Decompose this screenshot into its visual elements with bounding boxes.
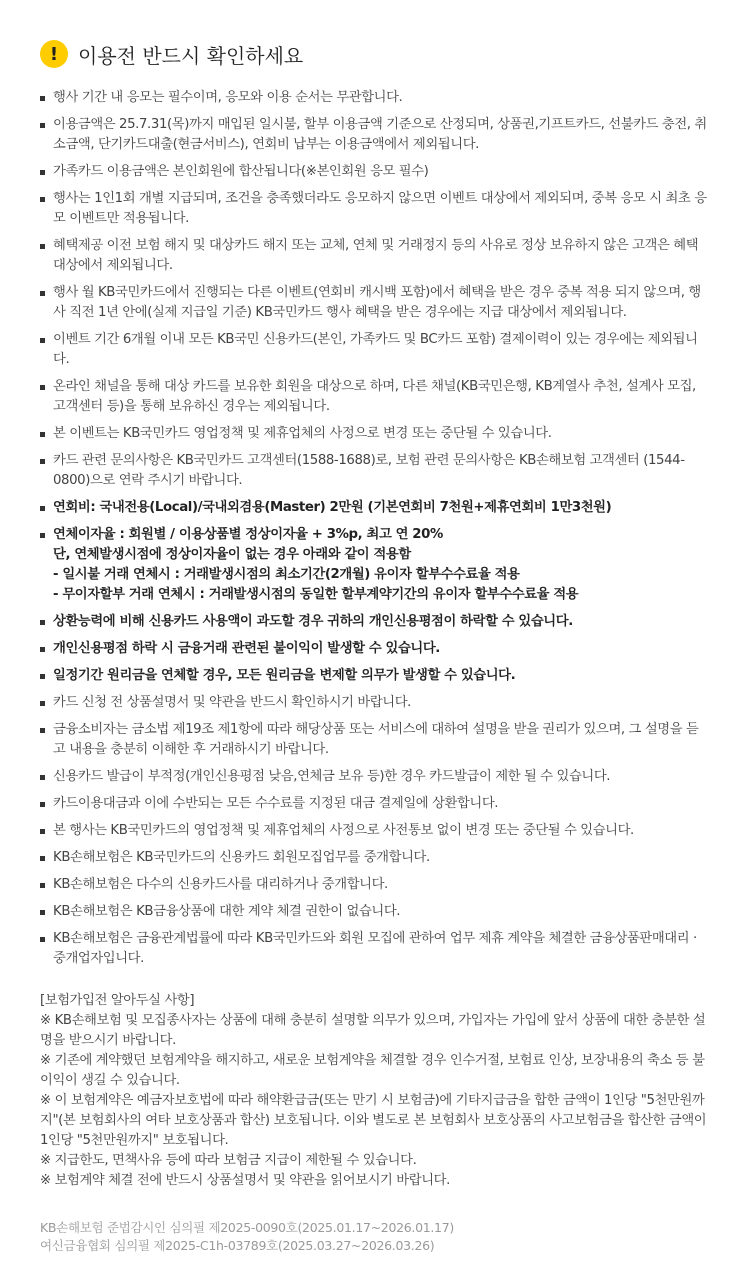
notice-text: 단, 연체발생시점에 정상이자율이 없는 경우 아래와 같이 적용함 — [53, 547, 411, 562]
notice-item — [40, 451, 710, 491]
notice-item — [40, 525, 710, 605]
notice-text: 행사 기간 내 응모는 필수이며, 응모와 이용 순서는 무관합니다. — [53, 90, 403, 105]
notice-item — [40, 821, 710, 841]
insurance-line: ※ 보험계약 체결 전에 반드시 상품설명서 및 약관을 읽어보시기 바랍니다. — [40, 1173, 450, 1188]
notice-item — [40, 612, 710, 632]
notice-text: 이벤트 기간 6개월 이내 모든 KB국민 신용카드(본인, 가족카드 및 BC카드 포함) 결제이력이 있는 경우에는 제외됩니다. — [53, 332, 698, 367]
notice-text: 금융소비자는 금소법 제19조 제1항에 따라 해당상품 또는 서비스에 대하여 설명을 받을 권리가 있으며, 그 설명을 듣고 내용을 충분히 이해한 후 거래하시기 바랍니다. — [53, 722, 699, 757]
notice-header — [40, 36, 710, 72]
notice-text: KB손해보험은 금융관계법률에 따라 KB국민카드와 회원 모집에 관하여 업무 제휴 계약을 체결한 금융상품판매대리 · 중개업자입니다. — [53, 931, 697, 966]
notice-item — [40, 330, 710, 370]
review-number-kb-insurance: KB손해보험 준법감시인 심의필 제2025-0090호(2025.01.17~2026.01.17) — [40, 1220, 454, 1235]
notice-text: KB손해보험은 KB금융상품에 대한 계약 체결 권한이 없습니다. — [53, 904, 401, 919]
notice-item — [40, 666, 710, 686]
notice-item — [40, 902, 710, 922]
notice-item — [40, 115, 710, 155]
notice-text: 카드 관련 문의사항은 KB국민카드 고객센터(1588-1688)로, 보험 관련 문의사항은 KB손해보험 고객센터 (1544-0800)으로 연락 주시기 바랍니다. — [53, 453, 685, 488]
notice-item — [40, 794, 710, 814]
review-number-credit-association: 여신금융협회 심의필 제2025-C1h-03789호(2025.03.27~2026.03.26) — [40, 1238, 435, 1253]
insurance-line: ※ 기존에 계약했던 보험계약을 해지하고, 새로운 보험계약을 체결할 경우 인수거절, 보험료 인상, 보장내용의 축소 등 불이익이 생길 수 있습니다. — [40, 1053, 705, 1088]
notice-item — [40, 189, 710, 229]
notice-item — [40, 720, 710, 760]
notice-text: 이용금액은 25.7.31(목)까지 매입된 일시불, 할부 이용금액 기준으로 산정되며, 상품권,기프트카드, 선불카드 충전, 취소금액, 단기카드대출(현금서비스), 연회비 납부는 이용금액에서 제외됩니다. — [53, 117, 707, 152]
notice-text: - 일시불 거래 연체시 : 거래발생시점의 최소기간(2개월) 유이자 할부수수료율 적용 — [53, 567, 520, 582]
notice-text: 연체이자율 : 회원별 / 이용상품별 정상이자율 + 3%p, 최고 연 20% — [53, 527, 443, 542]
warning-icon: ! — [40, 40, 68, 68]
notice-item — [40, 639, 710, 659]
notice-text: 본 이벤트는 KB국민카드 영업정책 및 제휴업체의 사정으로 변경 또는 중단될 수 있습니다. — [53, 426, 552, 441]
notice-item — [40, 377, 710, 417]
notice-text: 행사 월 KB국민카드에서 진행되는 다른 이벤트(연회비 캐시백 포함)에서 혜택을 받은 경우 중복 적용 되지 않으며, 행사 직전 1년 안에(실제 지급일 기준) KB국민카드 행사 혜택을 받은 경우에는 지급 대상에서 제외됩니다. — [53, 285, 701, 320]
insurance-notice — [40, 991, 710, 1191]
notice-item — [40, 424, 710, 444]
notice-text: - 무이자할부 거래 연체시 : 거래발생시점의 동일한 할부계약기간의 유이자 할부수수료율 적용 — [53, 587, 579, 602]
notice-text: KB손해보험은 KB국민카드의 신용카드 회원모집업무를 중개합니다. — [53, 850, 430, 865]
insurance-heading: [보험가입전 알아두실 사항] — [40, 993, 195, 1008]
notice-text: 행사는 1인1회 개별 지급되며, 조건을 충족했더라도 응모하지 않으면 이벤트 대상에서 제외되며, 중복 응모 시 최초 응모 이벤트만 적용됩니다. — [53, 191, 707, 226]
notice-text: 가족카드 이용금액은 본인회원에 합산됩니다(※본인회원 응모 필수) — [53, 164, 429, 179]
notice-list — [40, 88, 710, 969]
notice-item — [40, 162, 710, 182]
notice-item — [40, 875, 710, 895]
notice-text: 온라인 채널을 통해 대상 카드를 보유한 회원을 대상으로 하며, 다른 채널(KB국민은행, KB계열사 추천, 설계사 모집, 고객센터 등)을 통해 보유하신 경우는 제외됩니다. — [53, 379, 696, 414]
notice-text: 연회비: 국내전용(Local)/국내외겸용(Master) 2만원 (기본연회비 7천원+제휴연회비 1만3천원) — [53, 500, 612, 515]
notice-item — [40, 767, 710, 787]
review-footer — [40, 1219, 710, 1255]
notice-item — [40, 236, 710, 276]
page-title: 이용전 반드시 확인하세요 — [78, 43, 304, 68]
notice-text: 혜택제공 이전 보험 해지 및 대상카드 해지 또는 교체, 연체 및 거래정지 등의 사유로 정상 보유하지 않은 고객은 혜택 대상에서 제외됩니다. — [53, 238, 699, 273]
notice-item — [40, 929, 710, 969]
insurance-line: ※ KB손해보험 및 모집종사자는 상품에 대해 충분히 설명할 의무가 있으며, 가입자는 가입에 앞서 상품에 대한 충분한 설명을 받으시기 바랍니다. — [40, 1013, 706, 1048]
notice-text: 개인신용평점 하락 시 금융거래 관련된 불이익이 발생할 수 있습니다. — [53, 641, 440, 656]
notice-text: 상환능력에 비해 신용카드 사용액이 과도할 경우 귀하의 개인신용평점이 하락할 수 있습니다. — [53, 614, 573, 629]
notice-item — [40, 88, 710, 108]
notice-item — [40, 693, 710, 713]
insurance-line: ※ 지급한도, 면책사유 등에 따라 보험금 지급이 제한될 수 있습니다. — [40, 1153, 417, 1168]
notice-text: KB손해보험은 다수의 신용카드사를 대리하거나 중개합니다. — [53, 877, 388, 892]
notice-text: 카드이용대금과 이에 수반되는 모든 수수료를 지정된 대금 결제일에 상환합니다. — [53, 796, 499, 811]
notice-text: 카드 신청 전 상품설명서 및 약관을 반드시 확인하시기 바랍니다. — [53, 695, 412, 710]
notice-text: 신용카드 발급이 부적정(개인신용평점 낮음,연체금 보유 등)한 경우 카드발급이 제한 될 수 있습니다. — [53, 769, 611, 784]
notice-item — [40, 848, 710, 868]
insurance-line: ※ 이 보험계약은 예금자보호법에 따라 해약환급금(또는 만기 시 보험금)에 기타지급금을 합한 금액이 1인당 "5천만원까지"(본 보험회사의 여타 보호상품과 합산) 보호됩니다. 이와 별도로 본 보험회사 보호상품의 사고보험금을 합산한 금액이 1인당 "5천만원까지" 보호됩니다. — [40, 1093, 707, 1148]
notice-item — [40, 283, 710, 323]
notice-text: 본 행사는 KB국민카드의 영업정책 및 제휴업체의 사정으로 사전통보 없이 변경 또는 중단될 수 있습니다. — [53, 823, 634, 838]
notice-item — [40, 498, 710, 518]
notice-text: 일정기간 원리금을 연체할 경우, 모든 원리금을 변제할 의무가 발생할 수 있습니다. — [53, 668, 516, 683]
